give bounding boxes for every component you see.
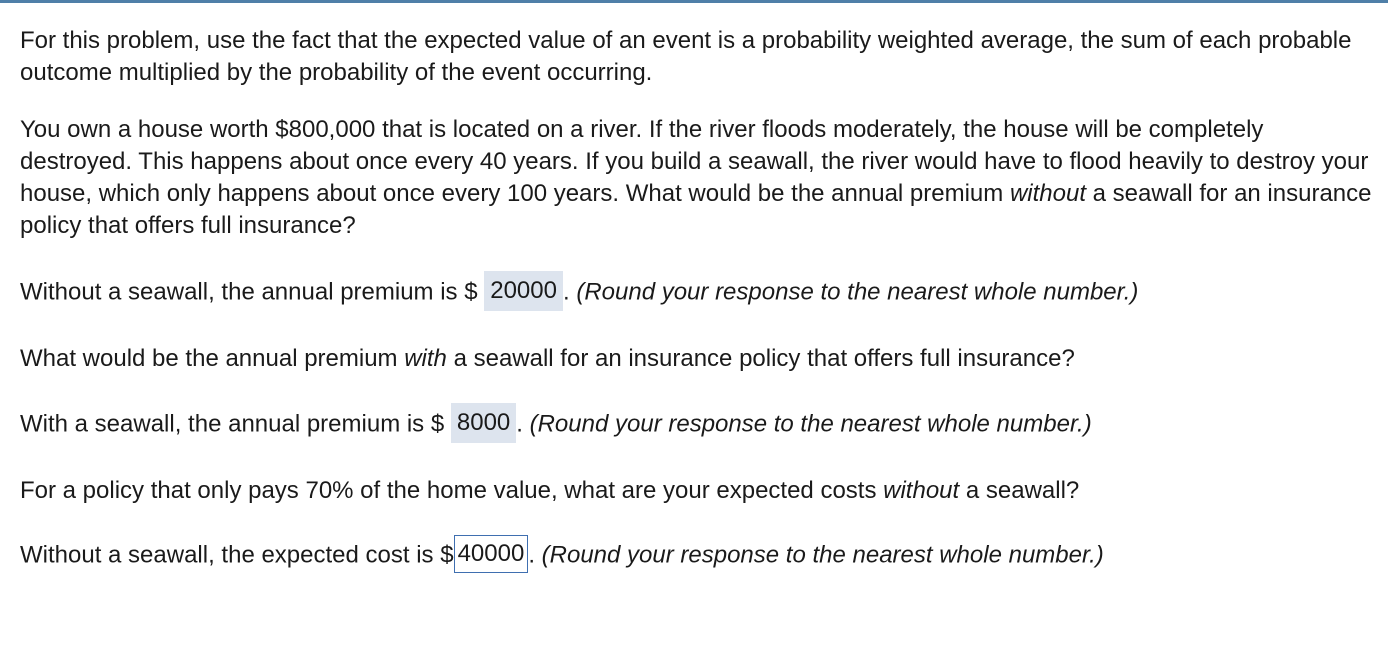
answer3-line	[20, 539, 1380, 573]
scenario-part1: You own a house worth $800,000 that is located on a river. If the river floods moderately, the house will be completely destroyed. This happens about once every 40 years. If you build a seawall, the river would have to flood heavily to destroy your house, which only happens about once every 100 years. What would be the annual premium	[20, 116, 1369, 207]
question2-part2: a seawall for an insurance policy that offers full insurance?	[446, 345, 1075, 372]
question3-emphasis: without	[883, 477, 960, 504]
answer2-line	[20, 407, 1380, 443]
question3-line	[20, 475, 1380, 507]
intro-sentence: For this problem, use the fact that the expected value of an event is a probability weighted average, the sum of each probable outcome multiplied by the probability of the event occurring.	[20, 27, 1352, 86]
answer1-prefix: Without a seawall, the annual premium is $	[20, 278, 485, 306]
answer1-field[interactable]: 20000	[484, 271, 563, 311]
question3-part2: a seawall?	[959, 477, 1080, 504]
answer1-line	[20, 275, 1380, 311]
answer1-hint: (Round your response to the nearest whole number.)	[576, 278, 1139, 306]
intro-text	[20, 25, 1380, 89]
scenario-emphasis: without	[1009, 180, 1086, 207]
scenario-part2: a seawall for an insurance policy that offers full insurance?	[20, 180, 1372, 239]
scenario-text	[20, 114, 1380, 242]
question2-line	[20, 343, 1380, 375]
answer1-suffix: .	[562, 278, 577, 306]
question3-part1: For a policy that only pays 70% of the home value, what are your expected costs	[20, 477, 884, 504]
answer2-suffix: .	[516, 410, 530, 438]
question2-part1: What would be the annual premium	[20, 345, 405, 372]
question2-emphasis: with	[404, 345, 447, 372]
answer2-field[interactable]: 8000	[451, 403, 516, 443]
question-content	[20, 25, 1380, 605]
answer2-hint: (Round your response to the nearest whole number.)	[529, 410, 1092, 438]
answer2-prefix: With a seawall, the annual premium is $	[20, 410, 451, 438]
answer3-prefix: Without a seawall, the expected cost is $	[20, 541, 454, 569]
answer3-suffix: .	[528, 541, 542, 569]
answer3-input[interactable]: 40000	[454, 535, 529, 573]
top-divider	[0, 0, 1388, 3]
answer3-hint: (Round your response to the nearest whole number.)	[541, 541, 1104, 569]
